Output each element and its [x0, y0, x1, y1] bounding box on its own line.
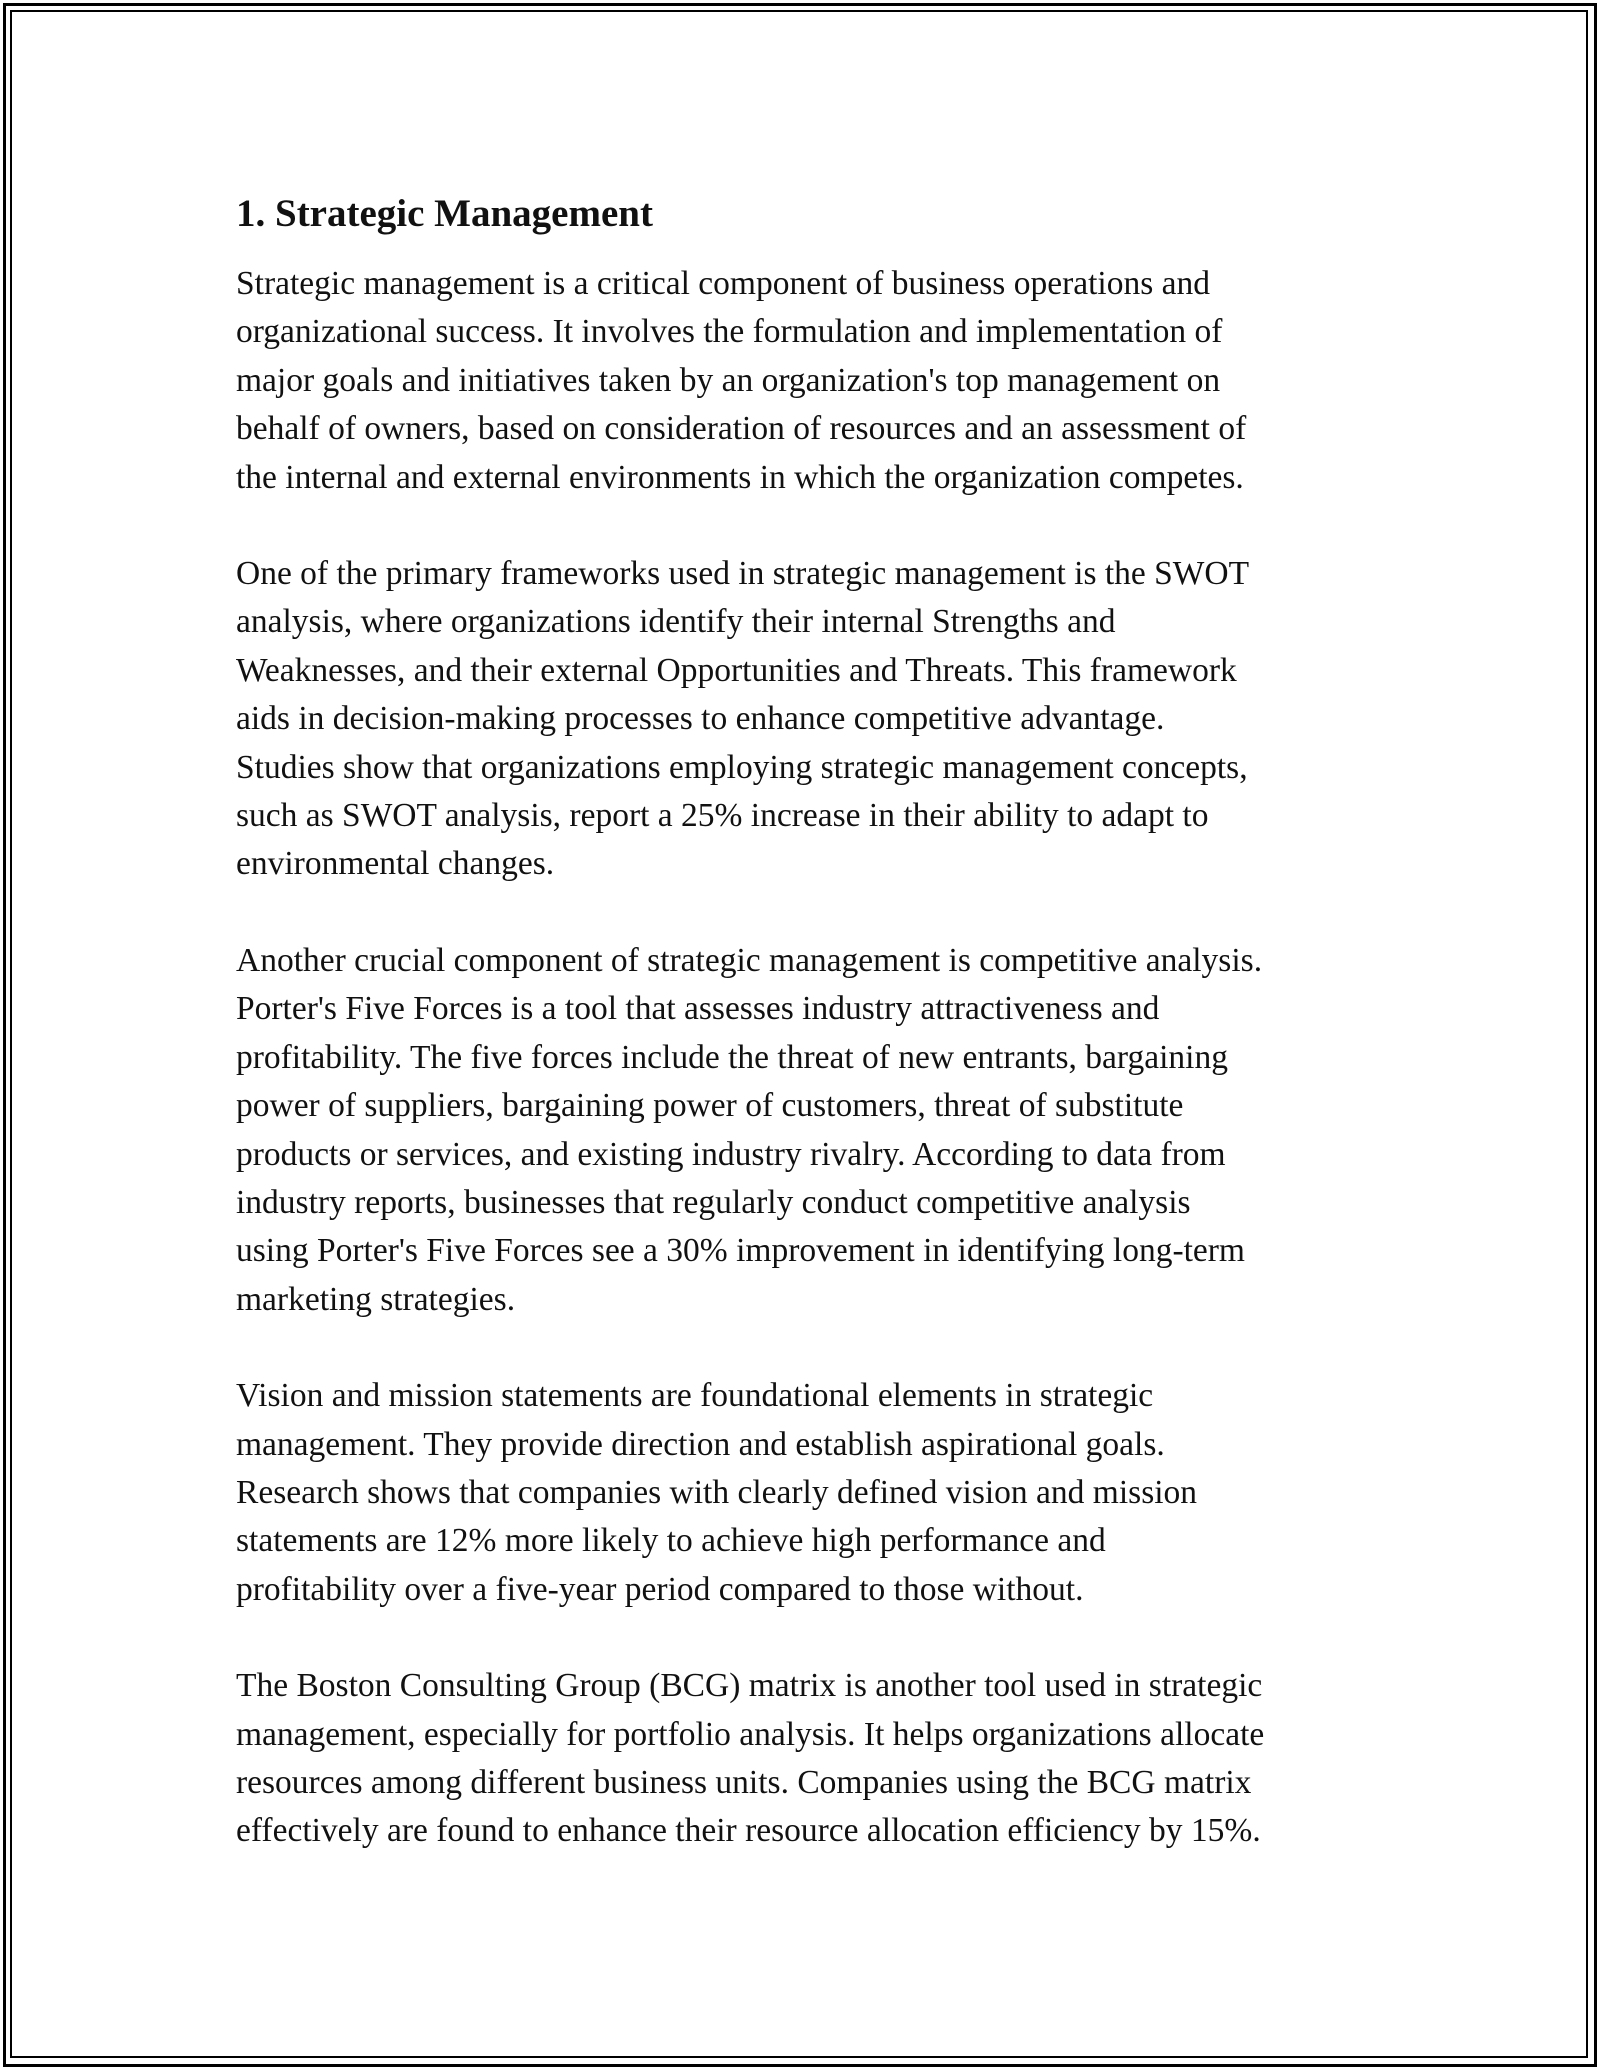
paragraph-swot-analysis: One of the primary frameworks used in strategic management is the SWOT analysis, where organizations identify their internal Strengths and Weaknesses, and their external Opportunities and Threats. This framework aids in decision-making processes to enhance competitive advantage. Studies show that organizations employing strategic management concepts, such as SWOT analysis, report a 25% increase in their ability to adapt to environmental changes.: [236, 555, 1250, 883]
section-title: 1. Strategic Management: [236, 192, 653, 235]
paragraph-strategic-management-intro: Strategic management is a critical component of business operations and organizational success. It involves the formulation and implementation of major goals and initiatives taken by an organization's top management on behalf of owners, based on consideration of resources and an assessment of the internal and external environments in which the organization competes.: [236, 265, 1247, 496]
paragraph-competitive-analysis: Another crucial component of strategic management is competitive analysis. Porter's Five Forces is a tool that assesses industry attractiveness and profitability. The five forces include the threat of new entrants, bargaining power of suppliers, bargaining power of customers, threat of substitute products or services, and existing industry rivalry. According to data from industry reports, businesses that regularly conduct competitive analysis using Porter's Five Forces see a 30% improvement in identifying long-term marketing strategies.: [236, 941, 1263, 1318]
document-content: [236, 186, 1386, 1904]
paragraph-vision-mission: Vision and mission statements are foundational elements in strategic management. They provide direction and establish aspirational goals. Research shows that companies with clearly defined vision and mission statements are 12% more likely to achieve high performance and profitability over a five-year period compared to those without.: [236, 1377, 1198, 1608]
paragraph-bcg-matrix: The Boston Consulting Group (BCG) matrix is another tool used in strategic management, especially for portfolio analysis. It helps organizations allocate resources among different business units. Companies using the BCG matrix effectively are found to enhance their resource allocation efficiency by 15%.: [236, 1667, 1265, 1850]
